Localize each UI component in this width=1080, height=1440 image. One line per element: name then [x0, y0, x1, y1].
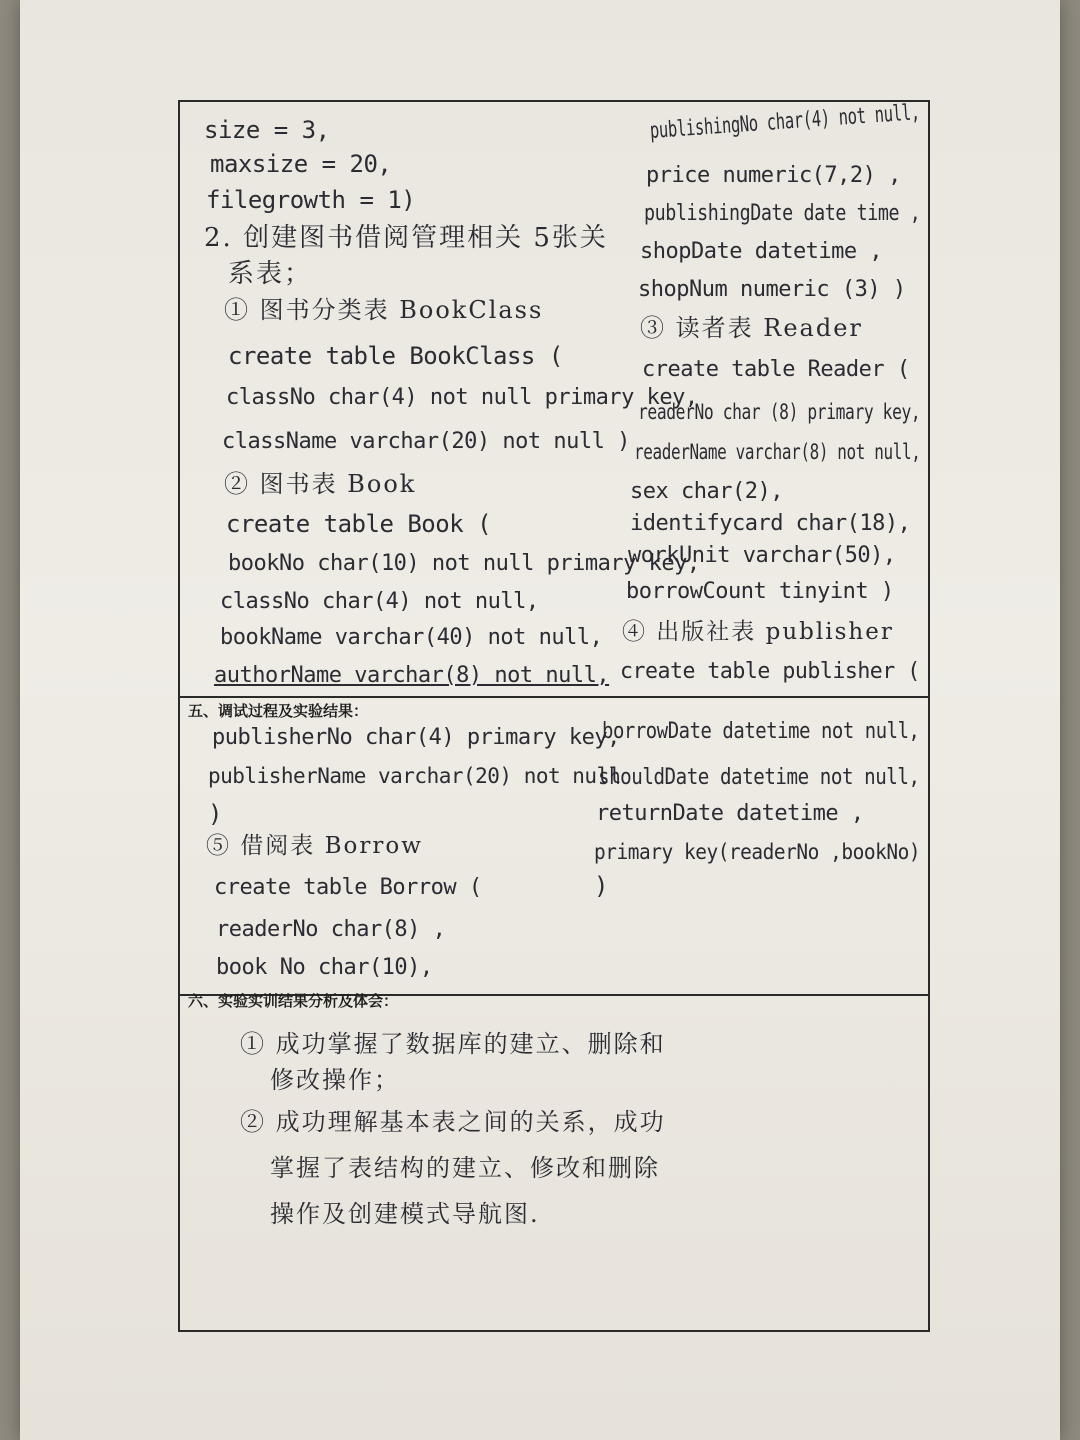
handwritten-line: ③ 读者表 Reader: [640, 314, 863, 342]
handwritten-line: publishingDate date time ,: [644, 201, 921, 226]
handwritten-line: ): [594, 872, 608, 900]
handwritten-line: shopDate datetime ,: [640, 239, 883, 264]
handwritten-line: create table Reader (: [642, 357, 910, 382]
handwritten-line: publisherName varchar(20) not null: [208, 764, 621, 788]
handwritten-line: create table BookClass (: [228, 342, 563, 370]
handwritten-line: ② 图书表 Book: [224, 470, 417, 498]
handwritten-line: price numeric(7,2) ,: [646, 163, 901, 188]
handwritten-line: primary key(readerNo ,bookNo): [594, 840, 921, 864]
handwritten-line: create table Book (: [226, 510, 492, 538]
handwritten-line: shopNum numeric (3) ): [638, 277, 906, 302]
handwritten-line: sex char(2),: [630, 479, 783, 504]
handwritten-line: publishingNo char(4) not null,: [649, 100, 921, 144]
handwritten-line: borrowDate datetime not null,: [602, 719, 920, 744]
handwritten-line: 修改操作；: [270, 1066, 400, 1094]
handwritten-line: create table publisher (: [620, 659, 920, 684]
handwritten-line: borrowCount tinyint ): [626, 579, 894, 604]
handwritten-line: authorName varchar(8) not null,: [214, 663, 610, 688]
handwritten-line: classNo char(4) not null primary key,: [226, 385, 698, 410]
handwritten-line: workUnit varchar(50),: [628, 543, 896, 568]
handwritten-line: bookNo char(10) not null primary key,: [228, 551, 700, 576]
handwritten-line: maxsize = 20,: [210, 150, 392, 178]
handwritten-line: ): [208, 800, 222, 828]
paper-sheet: [20, 0, 1060, 1440]
handwritten-line: readerNo char (8) primary key,: [638, 400, 921, 424]
handwritten-line: bookName varchar(40) not null,: [220, 625, 603, 650]
handwritten-line: create table Borrow (: [214, 875, 482, 900]
handwritten-line: book No char(10),: [216, 955, 433, 980]
section-six-header: 六、实验实训结果分析及体会：: [188, 992, 399, 1010]
handwritten-line: shouldDate datetime not null,: [598, 765, 920, 790]
handwritten-line: ⑤ 借阅表 Borrow: [206, 833, 423, 859]
handwritten-line: ① 成功掌握了数据库的建立、删除和: [240, 1030, 666, 1058]
handwritten-line: ② 成功理解基本表之间的关系，成功: [240, 1108, 666, 1136]
handwritten-line: className varchar(20) not null ): [222, 429, 630, 454]
section-five-header: 五、调试过程及实验结果：: [188, 702, 369, 720]
handwritten-line: identifycard char(18),: [630, 511, 911, 536]
report-table: [178, 100, 930, 1332]
handwritten-line: ④ 出版社表 publisher: [622, 619, 894, 645]
handwritten-line: returnDate datetime ,: [596, 801, 864, 826]
handwritten-line: classNo char(4) not null,: [220, 589, 539, 614]
handwritten-line: size = 3,: [204, 116, 330, 144]
handwritten-line: publisherNo char(4) primary key,: [212, 725, 620, 750]
handwritten-line: ① 图书分类表 BookClass: [224, 296, 544, 324]
handwritten-line: 系表；: [228, 259, 313, 289]
handwritten-line: 操作及创建模式导航图.: [270, 1200, 540, 1228]
handwritten-line: readerName varchar(8) not null,: [634, 440, 921, 464]
handwritten-line: readerNo char(8) ,: [216, 917, 446, 942]
section-six-content: [180, 102, 928, 1330]
handwritten-line: 2. 创建图书借阅管理相关 5张关: [204, 223, 608, 253]
handwritten-line: filegrowth = 1): [206, 186, 416, 214]
handwritten-line: 掌握了表结构的建立、修改和删除: [270, 1154, 660, 1182]
